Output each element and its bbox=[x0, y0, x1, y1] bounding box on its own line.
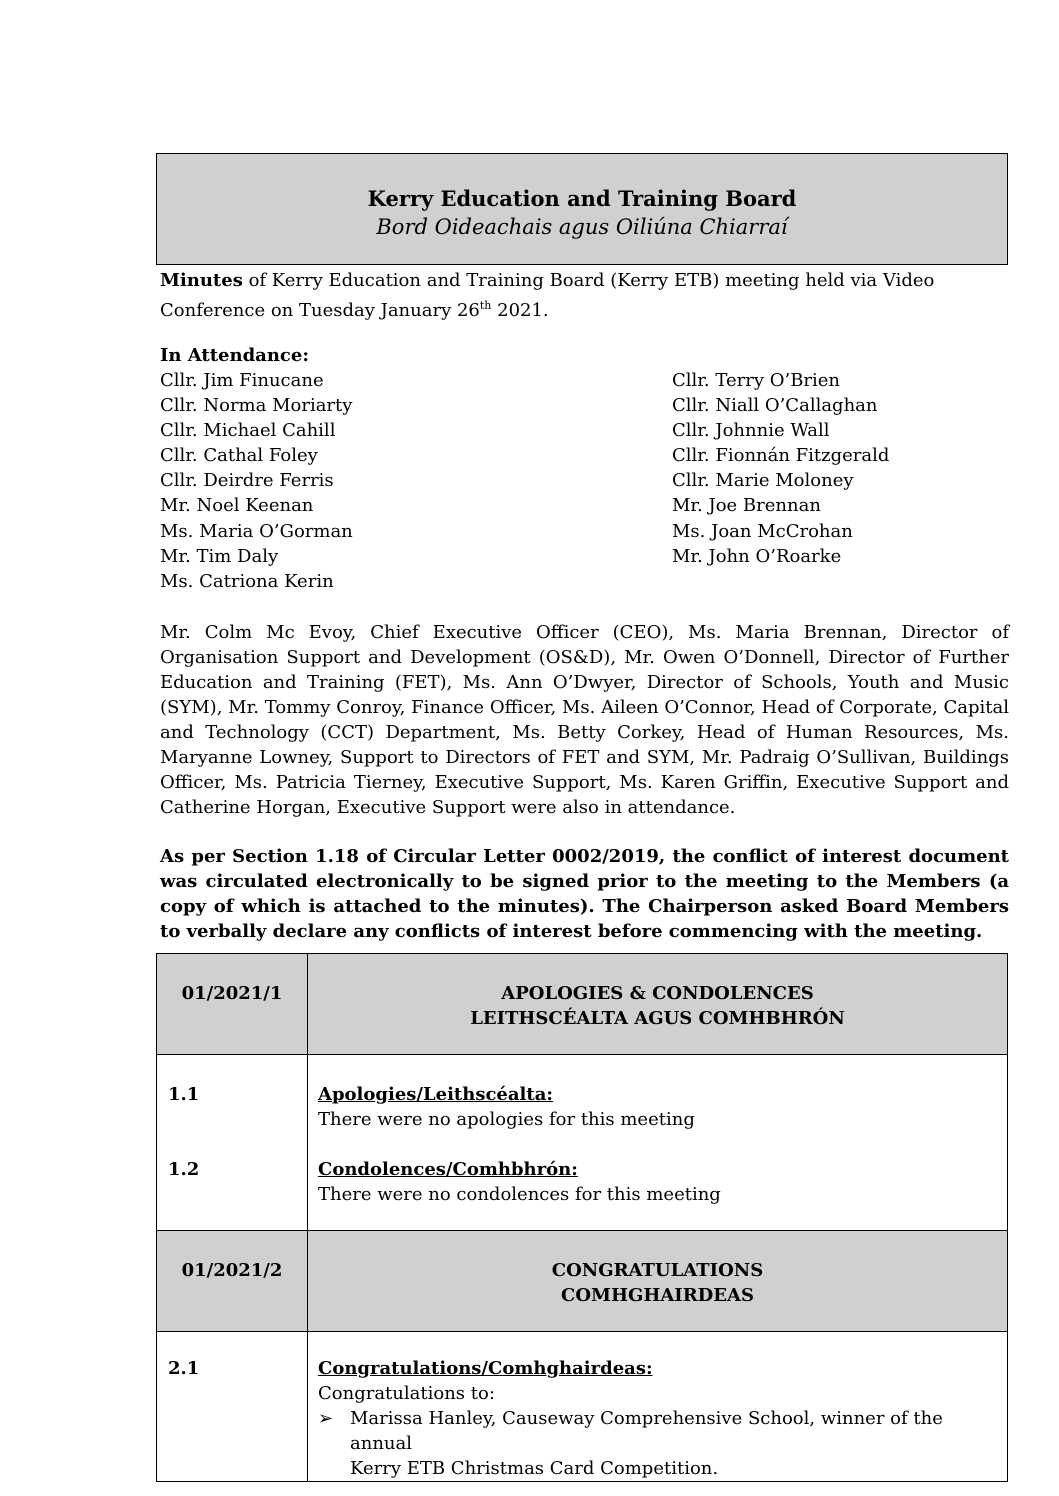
board-title: Kerry Education and Training Board bbox=[367, 186, 797, 211]
item-content bbox=[308, 1055, 1008, 1231]
attendee: Cllr. Jim Finucane bbox=[160, 370, 324, 391]
item-number: 2.1 bbox=[168, 1358, 200, 1379]
item-text: There were no condolences for this meeting bbox=[318, 1184, 721, 1205]
item-content bbox=[308, 1332, 1008, 1482]
item-text: Congratulations to: bbox=[318, 1383, 495, 1404]
section-title-irish: COMHGHAIRDEAS bbox=[561, 1285, 754, 1306]
attendee: Cllr. Cathal Foley bbox=[160, 445, 318, 467]
intro-line2-end: 2021. bbox=[491, 300, 549, 321]
attendee: Ms. Joan McCrohan bbox=[672, 520, 853, 542]
attendee: Cllr. Fionnán Fitzgerald bbox=[672, 445, 890, 467]
attendance-heading: In Attendance: bbox=[160, 345, 309, 366]
attendee: Cllr. Niall O’Callaghan bbox=[672, 395, 878, 417]
attendee: Mr. Joe Brennan bbox=[672, 495, 821, 517]
section-title-english: APOLOGIES & CONDOLENCES bbox=[501, 983, 814, 1004]
section-title-irish: LEITHSCÉALTA AGUS COMHBHRÓN bbox=[470, 1008, 845, 1029]
attendee: Ms. Catriona Kerin bbox=[160, 570, 334, 592]
bullet-text: Marissa Hanley, Causeway Comprehensive School, winner of the annual bbox=[350, 1408, 943, 1454]
attendee: Cllr. Deirdre Ferris bbox=[160, 470, 334, 492]
item-number: 1.2 bbox=[168, 1159, 200, 1180]
document-header bbox=[156, 153, 1008, 265]
item-heading: Condolences/Comhbhrón: bbox=[318, 1159, 578, 1180]
bullet-text-continued: Kerry ETB Christmas Card Competition. bbox=[350, 1458, 719, 1479]
section-body-row bbox=[157, 1332, 1008, 1482]
attendee: Cllr. Terry O’Brien bbox=[672, 370, 841, 391]
section-title bbox=[308, 954, 1008, 1055]
item-number: 1.1 bbox=[168, 1084, 200, 1105]
section-title-english: CONGRATULATIONS bbox=[551, 1260, 764, 1281]
item-numbers bbox=[157, 1332, 308, 1482]
intro-line1: of Kerry Education and Training Board (Kerry ETB) meeting held via Video bbox=[242, 270, 935, 291]
arrow-bullet-icon: ➢ bbox=[318, 1408, 334, 1429]
attendee: Cllr. Johnnie Wall bbox=[672, 420, 830, 442]
attendee: Mr. Tim Daly bbox=[160, 545, 279, 567]
attendee: Mr. John O’Roarke bbox=[672, 545, 842, 567]
section-title bbox=[308, 1231, 1008, 1332]
minutes-table bbox=[156, 953, 1008, 1482]
item-heading: Apologies/Leithscéalta: bbox=[318, 1084, 554, 1105]
item-text: There were no apologies for this meeting bbox=[318, 1109, 695, 1130]
section-number: 01/2021/2 bbox=[157, 1231, 308, 1332]
item-heading: Congratulations/Comhghairdeas: bbox=[318, 1358, 653, 1379]
date-suffix: th bbox=[479, 299, 492, 312]
conflict-of-interest-paragraph: As per Section 1.18 of Circular Letter 0002/2019, the conflict of interest document was circulated electronically to be signed prior to the meeting to the Members (a copy of which is attached to the minutes). The Chairperson asked Board Members to verbally declare any conflicts of interest before commencing with the meeting. bbox=[160, 846, 1009, 942]
bullet-item bbox=[318, 1406, 997, 1481]
minutes-label: Minutes bbox=[160, 270, 243, 291]
attendee: Mr. Noel Keenan bbox=[160, 495, 314, 517]
section-header-row bbox=[157, 1231, 1008, 1332]
item-numbers bbox=[157, 1055, 308, 1231]
section-body-row bbox=[157, 1055, 1008, 1231]
section-header-row bbox=[157, 954, 1008, 1055]
intro-line2: Conference on Tuesday January 26 bbox=[160, 300, 480, 321]
attendee: Cllr. Michael Cahill bbox=[160, 420, 336, 442]
staff-attendance-paragraph: Mr. Colm Mc Evoy, Chief Executive Officer (CEO), Ms. Maria Brennan, Director of Organisation Support and Development (OS&D), Mr. Owen O’Donnell, Director of Further Education and Training (FET), Ms. Ann O’Dwyer, Director of Schools, Youth and Music (SYM), Mr. Tommy Conroy, Finance Officer, Ms. Aileen O’Connor, Head of Corporate, Capital and Technology (CCT) Department, Ms. Betty Corkey, Head of Human Resources, Ms. Maryanne Lowney, Support to Directors of FET and SYM, Mr. Padraig O’Sullivan, Buildings Officer, Ms. Patricia Tierney, Executive Support, Ms. Karen Griffin, Executive Support and Catherine Horgan, Executive Support were also in attendance. bbox=[160, 622, 1009, 818]
attendee: Cllr. Norma Moriarty bbox=[160, 395, 353, 417]
board-title-irish: Bord Oideachais agus Oiliúna Chiarraí bbox=[376, 215, 788, 239]
minutes-intro bbox=[160, 268, 1010, 323]
attendee: Ms. Maria O’Gorman bbox=[160, 520, 353, 542]
section-number: 01/2021/1 bbox=[157, 954, 308, 1055]
attendance-list-right bbox=[672, 368, 889, 569]
attendee: Cllr. Marie Moloney bbox=[672, 470, 854, 492]
attendance-list-left bbox=[160, 368, 353, 594]
